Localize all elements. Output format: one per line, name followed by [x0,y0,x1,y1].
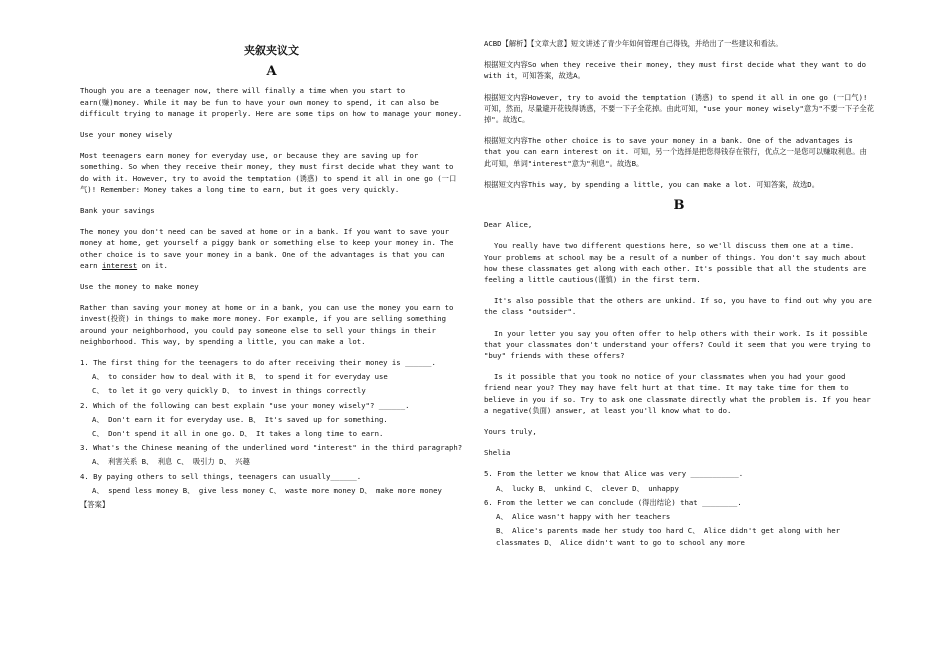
question-stem: 1. The first thing for the teenagers to do after receiving their money is ______. [80,358,436,368]
left-column [80,0,463,510]
question-stem: 6. From the letter we can conclude (得出结论) that ________. [484,497,742,507]
question-options: A、 spend less money B、 give less money C、 waste more money D、 make more money [92,485,442,495]
question-options: A、 lucky B、 unkind C、 clever D、 unhappy [496,483,679,493]
question-3 [80,442,463,467]
answer-explanation-q1: 根据短文内容So when they receive their money, they must first decide what they want to do with it，可知答案，故选A。 [484,60,867,81]
letter-paragraph: You really have two different questions here, so we'll discuss them one at a time. Your problems at school may be a result of a number of things. You don't say much about how these classmates get along with each other. It's possible that all the students are feeling a little cautious(谨慎) in the first term. [484,241,867,285]
answer-explanation-q3: 根据短文内容The other choice is to save your money in a bank. One of the advantages is that you can earn interest on it. 可知，另一个选择是把您得钱存在银行，优点之一是您可以赚取利息。由此可知，单词"interest"意为"利息"。故选B。 [484,136,867,168]
question-6 [484,497,874,548]
passage-a-heading-invest: Use the money to make money [80,282,199,292]
question-options: A、 Don't earn it for everyday use. B、 It's saved up for something. [92,414,388,424]
document-title: 夹叙夹议文 [244,44,299,57]
passage-a-para-use-wisely: Most teenagers earn money for everyday use, or because they are saving up for something. So when they receive their money, they must first decide what they want to do with it. However, try to avoid the temptation (诱惑) to spend it all in one go (一口气)! Remember: Money takes a long time to earn, but it goes very quickly. [80,151,457,194]
letter-paragraph: Is it possible that you took no notice of your classmates when you had your good friend near you? They may have felt hurt at that time. It may take time for them to believe in you if so. Try to ask one classmate directly what the problem is. If you hear a negative(负面) answer, at least you'll know what to do. [484,372,871,415]
letter-signature: Shelia [484,448,511,458]
passage-a-para-bank: The money you don't need can be saved at home or in a bank. If you want to save your money at home, get yourself a piggy bank or something else to keep your money in. The other choice is to save your money in a bank. One of the advantages is that you can earn interest on it. [80,227,454,270]
question-options: A、 to consider how to deal with it B、 to spend it for everyday use [92,372,388,382]
answer-label: 【答案】 [80,500,110,510]
section-a-heading: A [266,64,277,80]
answer-explanation-summary: ACBD【解析】【文章大意】短文讲述了青少年如何管理自己得钱，并给出了一些建议和看法。 [484,39,783,48]
question-options: C、 to let it go very quickly D、 to invest in things correctly [92,386,366,396]
question-4 [80,471,463,496]
question-stem: 4. By paying others to sell things, teenagers can usually______. [80,471,362,481]
answer-explanation-q4: 根据短文内容This way, by spending a little, you can make a lot. 可知答案，故选D。 [484,179,819,189]
question-options: B、 Alice's parents made her study too hard C、 Alice didn't get along with her classmates D、 Alice didn't want to go to school any more [496,526,841,547]
passage-a-heading-bank: Bank your savings [80,206,155,216]
letter-closing: Yours truly, [484,427,537,437]
question-1 [80,357,463,397]
answer-explanation-q2: 根据短文内容However, try to avoid the temptation (诱惑) to spend it all in one go (一口气)!可知，然而，尽量避开花钱得诱惑，不要一下子全花掉。由此可知，"use your money wisely"意为"不要一下子全花掉"。故选C。 [484,92,875,125]
question-2 [80,400,463,440]
letter-paragraph: In your letter you say you often offer to help others with their work. Is it possible that your classmates don't understand your offers? Could it seem that you were trying to "buy" friends with these offers? [484,328,871,361]
question-5 [484,468,874,493]
question-stem: 3. What's the Chinese meaning of the underlined word "interest" in the third paragraph? [80,443,463,453]
question-options: A、 利害关系 B、 利息 C、 吸引力 D、 兴趣 [92,457,250,467]
letter-greeting: Dear Alice, [484,220,533,230]
question-stem: 2. Which of the following can best explain "use your money wisely"? ______. [80,400,410,410]
passage-a-heading-use-wisely: Use your money wisely [80,130,173,140]
letter-paragraph: It's also possible that the others are unkind. If so, you have to find out why you are the class "outsider". [484,296,872,317]
question-options: C、 Don't spend it all in one go. D、 It takes a long time to earn. [92,429,384,439]
underlined-word-interest: interest [101,260,138,270]
passage-a-intro: Though you are a teenager now, there will finally a time when you start to earn(赚)money. While it may be fun to have your own money to spend, it can also be difficult trying to manage it properly. Here are some tips on how to manage your money. [80,86,463,118]
question-stem: 5. From the letter we know that Alice was very ___________. [484,469,744,479]
passage-a-para-invest: Rather than saving your money at home or in a bank, you can use the money you earn to invest(投资) in things to make more money. For example, if you are selling something around your neighborhood, you could pay someone else to sell your things in their neighborhood. This way, by spending a little, you can make a lot. [80,303,454,346]
question-options: A、 Alice wasn't happy with her teachers [496,512,671,522]
section-b-heading: B [673,198,685,214]
right-column [484,38,874,551]
